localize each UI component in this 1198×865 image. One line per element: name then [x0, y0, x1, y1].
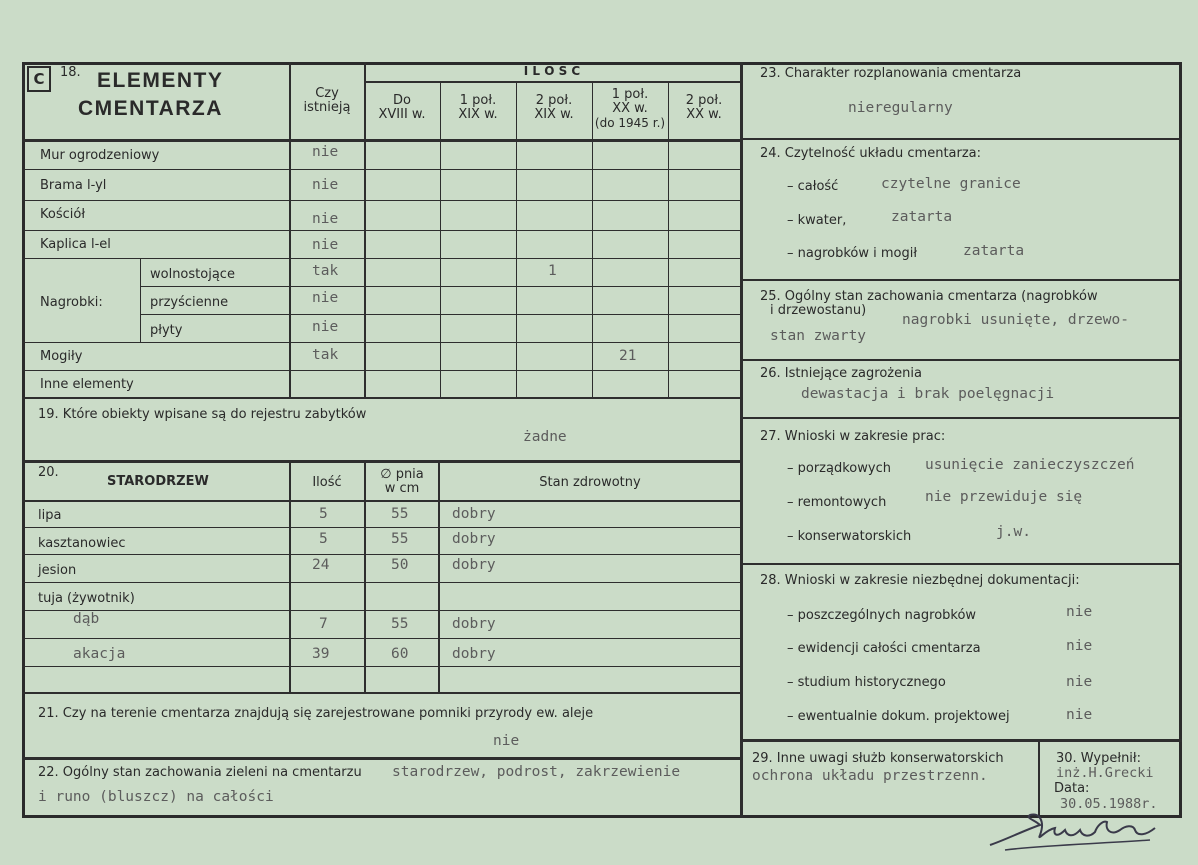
s27-item-1-label: – porządkowych [787, 461, 891, 476]
elem-label-mogily: Mogiły [40, 349, 83, 364]
elem-label-kaplica: Kaplica l-el [40, 237, 111, 252]
s18-number: 18. [60, 65, 81, 80]
s27-label: 27. Wnioski w zakresie prac: [760, 429, 946, 444]
col-p5-b: XX w. [686, 107, 722, 122]
s30-date-label: Data: [1054, 781, 1090, 796]
s21-label: 21. Czy na terenie cmentarza znajdują się zarejestrowane pomniki przyrody ew. aleje [38, 706, 594, 721]
s20-title: STARODRZEW [107, 474, 209, 489]
tree-health-dab: dobry [452, 616, 496, 632]
section-letter: C [27, 66, 51, 92]
s19-label: 19. Które obiekty wpisane są do rejestru zabytków [38, 407, 367, 422]
s24-item-1-value: czytelne granice [881, 176, 1021, 192]
elem-exists-kaplica: nie [312, 237, 339, 253]
elem-exists-mogily: tak [312, 347, 339, 363]
s24-item-3-value: zatarta [963, 243, 1025, 259]
tree-species-akacja: akacja [73, 646, 126, 662]
s20-number: 20. [38, 465, 59, 480]
s28-item-4-value: nie [1066, 707, 1093, 723]
col-p2-b: XIX w. [458, 107, 498, 122]
s25-label-2: i drzewostanu) [770, 303, 867, 318]
col-p5-a: 2 poł. [685, 93, 723, 108]
elem-label-plyty: płyty [150, 323, 183, 338]
s20-col-diam-2: w cm [384, 481, 420, 496]
s28-item-4-label: – ewentualnie dokum. projektowej [787, 709, 1010, 724]
tree-count-jesion: 24 [312, 557, 330, 573]
s28-item-3-value: nie [1066, 674, 1093, 690]
s18-title-2: CMENTARZA [78, 97, 223, 120]
col-p4-c: (do 1945 r.) [594, 116, 666, 130]
tree-diam-akacja: 60 [391, 646, 409, 662]
elem-exists-mur: nie [312, 144, 339, 160]
s19-value: żadne [523, 429, 567, 445]
s18-title-1: ELEMENTY [97, 69, 224, 92]
col-p4-b: XX w. [612, 101, 648, 116]
tree-species-kasztanowiec: kasztanowiec [38, 536, 126, 551]
elem-label-brama: Brama l-yl [40, 178, 107, 193]
s24-item-1-label: – całość [787, 179, 839, 194]
s24-item-3-label: – nagrobków i mogił [787, 246, 918, 261]
s22-value-2: i runo (bluszcz) na całości [38, 789, 274, 805]
elem-exists-brama: nie [312, 177, 339, 193]
s27-item-3-label: – konserwatorskich [787, 529, 912, 544]
s28-item-2-value: nie [1066, 638, 1093, 654]
s25-value-2: stan zwarty [770, 328, 867, 344]
s20-col-count: Ilość [312, 475, 342, 490]
col-p3-a: 2 poł. [535, 93, 573, 108]
elem-exists-wolnostojace: tak [312, 263, 339, 279]
elem-exists-przyscienne: nie [312, 290, 339, 306]
s28-label: 28. Wnioski w zakresie niezbędnej dokumentacji: [760, 573, 1080, 588]
s24-label: 24. Czytelność układu cmentarza: [760, 146, 982, 161]
tree-health-lipa: dobry [452, 506, 496, 522]
elem-exists-plyty: nie [312, 319, 339, 335]
s26-label: 26. Istniejące zagrożenia [760, 366, 922, 381]
elem-label-mur: Mur ogrodzeniowy [40, 148, 160, 163]
s30-date: 30.05.1988r. [1060, 796, 1158, 812]
s28-item-3-label: – studium historycznego [787, 675, 946, 690]
s21-value: nie [493, 733, 520, 749]
col-p1-b: XVIII w. [378, 107, 426, 122]
s25-label-1: 25. Ogólny stan zachowania cmentarza (nagrobków [760, 289, 1098, 304]
s29-label: 29. Inne uwagi służb konserwatorskich [752, 751, 1004, 766]
s20-col-diam-1: ∅ pnia [380, 467, 424, 482]
s30-name: inż.H.Grecki [1056, 765, 1154, 781]
s28-item-1-label: – poszczególnych nagrobków [787, 608, 977, 623]
tree-diam-lipa: 55 [391, 506, 409, 522]
s24-item-2-value: zatarta [891, 209, 953, 225]
s27-item-2-value: nie przewiduje się [925, 489, 1083, 505]
tree-count-dab: 7 [319, 616, 328, 632]
elem-count-mogily: 21 [619, 348, 637, 364]
s23-value: nieregularny [848, 100, 953, 116]
s25-value-1: nagrobki usunięte, drzewo- [902, 312, 1129, 328]
elem-label-przyscienne: przyścienne [150, 295, 229, 310]
tree-count-kasztanowiec: 5 [319, 531, 328, 547]
tree-count-lipa: 5 [319, 506, 328, 522]
tree-diam-dab: 55 [391, 616, 409, 632]
col-p1-a: Do [393, 93, 411, 108]
s27-item-2-label: – remontowych [787, 495, 887, 510]
s20-col-health: Stan zdrowotny [539, 475, 641, 490]
col-exists-2: istnieją [303, 100, 351, 115]
col-exists-1: Czy [315, 86, 339, 101]
s28-item-2-label: – ewidencji całości cmentarza [787, 641, 981, 656]
s28-item-1-value: nie [1066, 604, 1093, 620]
s23-label: 23. Charakter rozplanowania cmentarza [760, 66, 1022, 81]
elem-label-kosciol: Kościół [40, 207, 86, 222]
s22-value-1: starodrzew, podrost, zakrzewienie [392, 764, 681, 780]
tree-species-dab: dąb [73, 611, 100, 627]
tree-health-akacja: dobry [452, 646, 496, 662]
tree-health-jesion: dobry [452, 557, 496, 573]
tree-species-jesion: jesion [38, 563, 77, 578]
col-p3-b: XIX w. [534, 107, 574, 122]
s29-value: ochrona układu przestrzenn. [752, 768, 988, 784]
col-p4-a: 1 poł. [611, 87, 649, 102]
elem-label-wolnostojace: wolnostojące [150, 267, 235, 282]
tree-count-akacja: 39 [312, 646, 330, 662]
elem-label-inne: Inne elementy [40, 377, 134, 392]
tree-species-lipa: lipa [38, 508, 62, 523]
elem-exists-kosciol: nie [312, 211, 339, 227]
s27-item-3-value: j.w. [996, 524, 1031, 540]
s27-item-1-value: usunięcie zanieczyszczeń [925, 457, 1135, 473]
elem-count-wolnostojace: 1 [548, 263, 557, 279]
col-ilosc: I L O Ś Ć [523, 64, 581, 78]
signature-image [985, 800, 1165, 855]
divider-main [740, 62, 743, 818]
col-p2-a: 1 poł. [459, 93, 497, 108]
s24-item-2-label: – kwater, [787, 213, 847, 228]
tree-diam-jesion: 50 [391, 557, 409, 573]
tree-species-tuja: tuja (żywotnik) [38, 591, 135, 606]
nagrobki-label: Nagrobki: [40, 295, 103, 310]
s30-label: 30. Wypełnił: [1056, 751, 1141, 766]
s26-value: dewastacja i brak poelęgnacji [801, 386, 1055, 402]
s22-label: 22. Ogólny stan zachowania zieleni na cmentarzu [38, 765, 362, 780]
tree-health-kasztanowiec: dobry [452, 531, 496, 547]
tree-diam-kasztanowiec: 55 [391, 531, 409, 547]
